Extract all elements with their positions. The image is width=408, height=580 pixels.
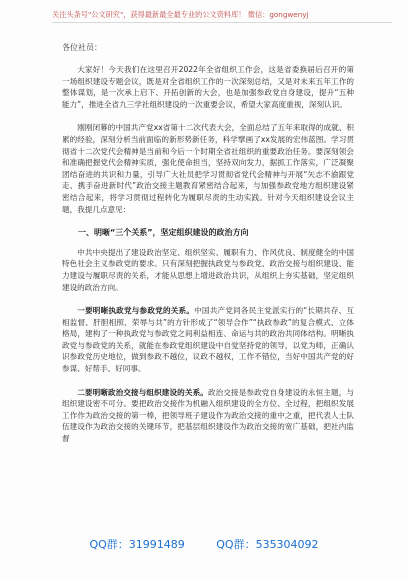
- paragraph-relation-2: [62, 387, 354, 445]
- subheading-relation-2: 二要明晰政治交接与组织建设的关系。: [77, 387, 208, 397]
- paragraph-congress: 刚刚闭幕的中国共产党xx省第十二次代表大会，全面总结了五年来取得的成就、积累的经验，深刻分析当前面临的新形势新任务，科学擘画了xx发展的宏伟蓝图。学习贯彻省十二次党代会精神是当前和今后一个时期全省社组织的重要政治任务。要深刻领会和准确把握党代会精神实质，强化使命担当，坚持双向发力，据抓工作落实，广泛凝聚团结奋进的共识和力量，引导广大社员把学习贯彻省党代会精神与开展“矢志不渝跟党走、携手奋进新时代”政治交接主题教育紧密结合起来，与加强参政党地方组织建设紧密结合起来，将学习贯彻过程转化为履职尽责的生动实践。针对今天组织建设会议主题，我提几点意见：: [62, 123, 354, 214]
- paragraph-relation-1: [62, 305, 354, 375]
- subheading-relation-1: 一要明晰执政党与参政党的关系。: [77, 306, 195, 316]
- section-heading-1: 一、明晰“三个关系”，坚定组织建设的政治方向: [78, 228, 249, 238]
- promo-header: 关注头条号"公文研究"，获得最新最全最专业的公文资料库！ 微信：gongwenyj: [52, 10, 392, 23]
- salutation: 各位社员：: [62, 43, 102, 52]
- paragraph-relation-2-text: 政治交接是参政党自身建设的永恒主题，与组织建设密不可分。要把政治交接作为机融入组织建设的全方位、全过程，把组织发展工作作为政治交接的第一棒，把领导班子建设作为政治交接的重中之重，把代表人士队伍建设作为政治交接的关键环节，把基层组织建设作为政治交接的宽广基础，把社内监督: [62, 387, 355, 444]
- qq-group-1: QQ群：31991489: [89, 538, 185, 551]
- footer-contact: [0, 536, 408, 552]
- paragraph-requirements: 中共中央提出了建设政治坚定、组织坚实、履职有力、作风优良、制度健全的中国特色社会主义参政党的要求。只有深刻把握执政党与参政党、政治交接与组织建设、能力建设与履职尽责的关系，才能从思想上增进政治共识，从组织上夯实基础，坚定组织建设的政治方向。: [62, 247, 354, 292]
- document-body: [62, 64, 354, 457]
- qq-group-2: QQ群：535304092: [216, 538, 319, 551]
- paragraph-opening: 大家好！今天我们在这里召开2022年全省组织工作会，这是省委换届后召开的第一场组织建设专题会议，既是对全省组织工作的一次深刻总结，又是对未来五年工作的整体谋划，是一次承上启下、开拓创新的大会，也是加强参政党自身建设，提升“五种能力”，推进全省九三学社组织建设的一次重要会议，希望大家高度重视，深刻认识。: [62, 65, 354, 109]
- paragraph-relation-1-text: 中国共产党同各民主党派实行的“长期共存、互相监督、肝胆相照、荣辱与共”的方针形成了“领导合作”“执政参政”的复合模式、立体格局，建构了一种执政党与参政党之间利益相连、命运与共的政治共同体结构。明晰执政党与参政党的关系，就能在参政党组织建设中自觉坚持党的领导，以党为师，正确认识参政党历史地位，做到参政不越位，议政不越权，工作不错位，当好中国共产党的好参谋、好帮手、好同事。: [62, 306, 355, 374]
